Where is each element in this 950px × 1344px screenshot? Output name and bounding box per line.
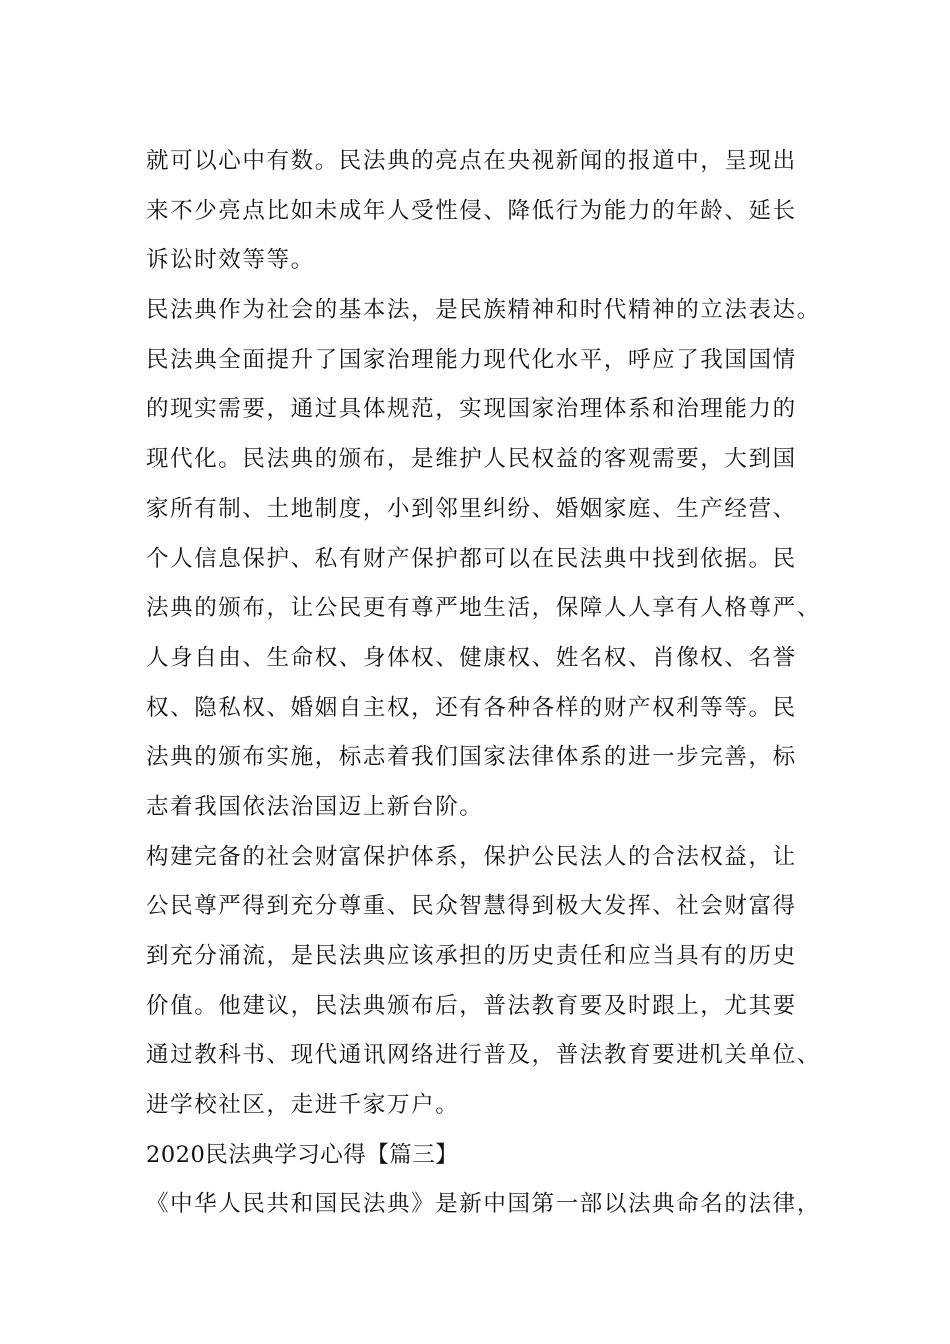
text-line: 诉讼时效等等。 bbox=[146, 247, 315, 274]
text-line: 志着我国依法治国迈上新台阶。 bbox=[146, 793, 484, 820]
text-line: 法典的颁布实施，标志着我们国家法律体系的进一步完善，标 bbox=[146, 744, 797, 771]
document-body bbox=[146, 137, 826, 1230]
text-line: 民法典作为社会的基本法，是民族精神和时代精神的立法表达。 bbox=[146, 297, 821, 324]
text-line: 的现实需要，通过具体规范，实现国家治理体系和治理能力的 bbox=[146, 396, 797, 423]
text-line: 通过教科书、现代通讯网络进行普及，普法教育要进机关单位、 bbox=[146, 1042, 821, 1069]
text-line: 权、隐私权、婚姻自主权，还有各种各样的财产权利等等。民 bbox=[146, 694, 797, 721]
text-line: 来不少亮点比如未成年人受性侵、降低行为能力的年龄、延长 bbox=[146, 197, 797, 224]
text-line: 《中华人民共和国民法典》是新中国第一部以法典命名的法律， bbox=[146, 1191, 821, 1218]
text-line: 现代化。民法典的颁布，是维护人民权益的客观需要，大到国 bbox=[146, 446, 797, 473]
text-line: 到充分涌流，是民法典应该承担的历史责任和应当具有的历史 bbox=[146, 943, 797, 969]
text-line: 家所有制、土地制度，小到邻里纠纷、婚姻家庭、生产经营、 bbox=[146, 495, 797, 522]
text-line: 公民尊严得到充分尊重、民众智慧得到极大发挥、社会财富得 bbox=[146, 893, 797, 920]
text-line: 法典的颁布，让公民更有尊严地生活，保障人人享有人格尊严、 bbox=[146, 595, 821, 622]
text-line: 构建完备的社会财富保护体系，保护公民法人的合法权益，让 bbox=[146, 843, 797, 870]
text-line: 人身自由、生命权、身体权、健康权、姓名权、肖像权、名誉 bbox=[146, 644, 797, 671]
text-line: 个人信息保护、私有财产保护都可以在民法典中找到依据。民 bbox=[146, 545, 797, 572]
text-line: 进学校社区，走进千家万户。 bbox=[146, 1092, 460, 1119]
text-line: 价值。他建议，民法典颁布后，普法教育要及时跟上，尤其要 bbox=[146, 992, 797, 1019]
section-heading: 2020民法典学习心得【篇三】 bbox=[146, 1141, 459, 1168]
text-line: 民法典全面提升了国家治理能力现代化水平，呼应了我国国情 bbox=[146, 346, 797, 373]
text-line: 就可以心中有数。民法典的亮点在央视新闻的报道中，呈现出 bbox=[146, 148, 797, 174]
